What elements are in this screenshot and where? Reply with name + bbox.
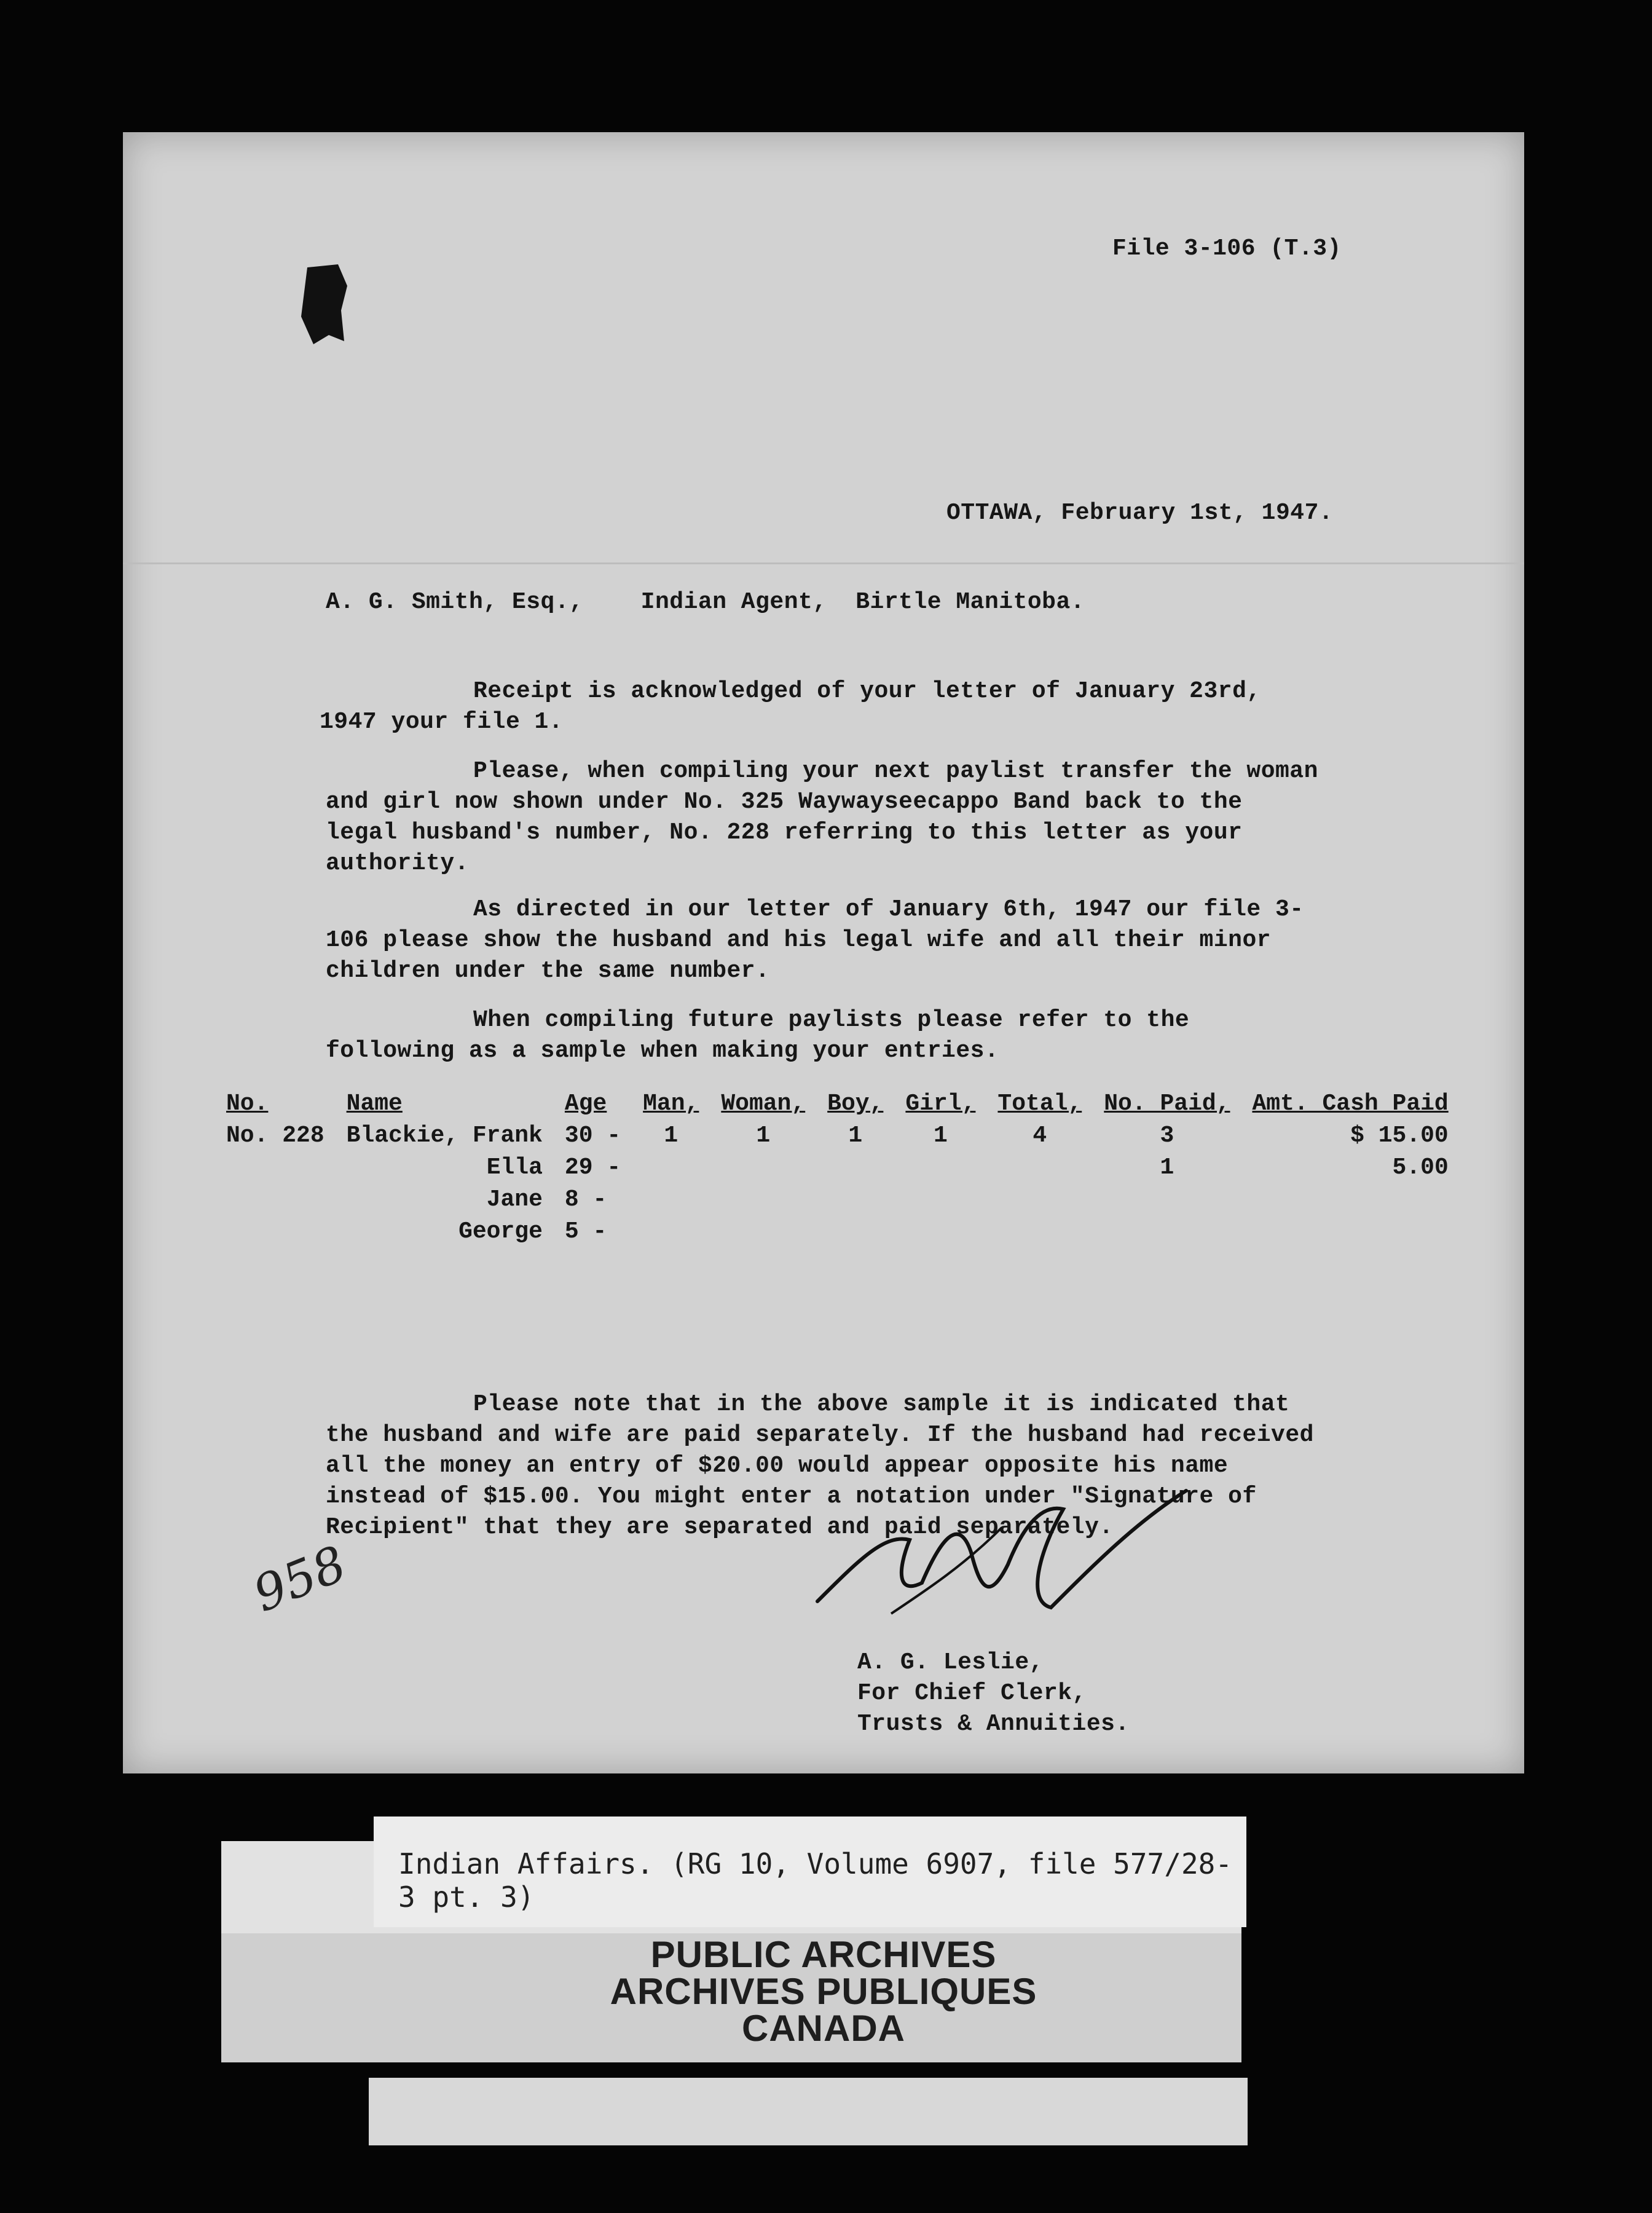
signoff-department: Trusts & Annuities. bbox=[857, 1711, 1130, 1737]
cell-age: 8 - bbox=[564, 1186, 607, 1213]
ink-blot bbox=[295, 261, 350, 347]
stamp-line-english: PUBLIC ARCHIVES bbox=[650, 1934, 997, 1975]
cell-woman bbox=[710, 1152, 816, 1184]
cell-total bbox=[986, 1216, 1093, 1248]
table-row bbox=[215, 1184, 1460, 1216]
handwritten-note bbox=[245, 1515, 369, 1638]
cell-girl bbox=[894, 1184, 986, 1216]
signoff-title: For Chief Clerk, bbox=[857, 1680, 1087, 1706]
header-boy: Boy, bbox=[827, 1091, 884, 1117]
archive-lower-strip bbox=[369, 2078, 1248, 2145]
cell-woman bbox=[710, 1184, 816, 1216]
file-reference: File 3-106 (T.3) bbox=[1112, 235, 1342, 262]
table-row bbox=[215, 1216, 1460, 1248]
cell-no-paid bbox=[1093, 1216, 1241, 1248]
paragraph-1-line-2: 1947 your file 1. bbox=[320, 709, 564, 735]
cell-man bbox=[632, 1184, 710, 1216]
header-woman: Woman, bbox=[721, 1091, 806, 1117]
cell-amount bbox=[1241, 1216, 1459, 1248]
cell-no bbox=[215, 1152, 336, 1184]
table-header-row bbox=[215, 1088, 1460, 1120]
cell-amount: 5.00 bbox=[1392, 1154, 1449, 1181]
paper-fold-line bbox=[123, 562, 1524, 564]
stamp-line-french: ARCHIVES PUBLIQUES bbox=[610, 1971, 1037, 2012]
header-girl: Girl, bbox=[905, 1091, 976, 1117]
cell-boy bbox=[816, 1184, 894, 1216]
addressee: A. G. Smith, Esq., Indian Agent, Birtle Manitoba. bbox=[326, 589, 1085, 615]
cell-name: Ella bbox=[486, 1154, 543, 1181]
cell-man bbox=[632, 1152, 710, 1184]
cell-name: Blackie, Frank bbox=[346, 1122, 543, 1149]
header-no: No. bbox=[226, 1091, 269, 1117]
sample-paylist-table bbox=[215, 1088, 1460, 1248]
cell-total bbox=[986, 1184, 1093, 1216]
header-total: Total, bbox=[997, 1091, 1082, 1117]
cell-boy: 1 bbox=[848, 1122, 863, 1149]
cell-boy bbox=[816, 1152, 894, 1184]
header-age: Age bbox=[564, 1091, 607, 1117]
cell-girl: 1 bbox=[934, 1122, 948, 1149]
cell-no-paid: 3 bbox=[1160, 1122, 1174, 1149]
letter-page bbox=[123, 132, 1524, 1773]
table-row bbox=[215, 1120, 1460, 1152]
table-row bbox=[215, 1152, 1460, 1184]
header-amount-paid: Amt. Cash Paid bbox=[1252, 1091, 1449, 1117]
header-name: Name bbox=[346, 1091, 403, 1117]
cell-amount: $ 15.00 bbox=[1350, 1122, 1449, 1149]
cell-man: 1 bbox=[664, 1122, 678, 1149]
paragraph-5: Please note that in the above sample it is indicated that the husband and wife are paid separately. If the husband had received all the money an entry of $20.00 would appear opposite his name instead of $15.00. You might enter a notation under "Signature of Recipient" that they are separated and paid separately. bbox=[326, 1391, 1314, 1540]
cell-woman bbox=[710, 1216, 816, 1248]
cell-girl bbox=[894, 1216, 986, 1248]
cell-girl bbox=[894, 1152, 986, 1184]
signoff-name: A. G. Leslie, bbox=[857, 1649, 1044, 1676]
cell-amount bbox=[1241, 1184, 1459, 1216]
cell-woman: 1 bbox=[756, 1122, 771, 1149]
cell-name: Jane bbox=[486, 1186, 543, 1213]
archive-reference-text: Indian Affairs. (RG 10, Volume 6907, file 577/28-3 pt. 3) bbox=[398, 1847, 1233, 1914]
place-date: OTTAWA, February 1st, 1947. bbox=[946, 500, 1334, 526]
paragraph-1-line-1: Receipt is acknowledged of your letter of January 23rd, bbox=[473, 678, 1261, 704]
cell-no bbox=[215, 1216, 336, 1248]
archive-reference-label bbox=[374, 1817, 1246, 1927]
cell-name: George bbox=[458, 1218, 543, 1245]
cell-age: 5 - bbox=[564, 1218, 607, 1245]
signature bbox=[805, 1466, 1198, 1651]
header-no-paid: No. Paid, bbox=[1104, 1091, 1230, 1117]
cell-no: No. 228 bbox=[226, 1122, 324, 1149]
cell-total bbox=[986, 1152, 1093, 1184]
cell-no-paid bbox=[1093, 1184, 1241, 1216]
stamp-line-country: CANADA bbox=[742, 2008, 905, 2049]
cell-no bbox=[215, 1184, 336, 1216]
paragraph-3: As directed in our letter of January 6th, 1947 our file 3-106 please show the husband and his legal wife and all their minor children under the same number. bbox=[326, 896, 1304, 984]
paragraph-2: Please, when compiling your next paylist transfer the woman and girl now shown under No. 325 Waywayseecappo Band back to the legal husband's number, No. 228 referring to this letter as your authority. bbox=[326, 758, 1318, 877]
cell-man bbox=[632, 1216, 710, 1248]
cell-age: 29 - bbox=[564, 1154, 621, 1181]
cell-boy bbox=[816, 1216, 894, 1248]
cell-total: 4 bbox=[1032, 1122, 1047, 1149]
paragraph-4: When compiling future paylists please refer to the following as a sample when making your entries. bbox=[326, 1007, 1190, 1064]
public-archives-stamp bbox=[578, 1936, 1069, 2084]
handwritten-number: 958 bbox=[245, 1534, 354, 1623]
cell-age: 30 - bbox=[564, 1122, 621, 1149]
header-man: Man, bbox=[643, 1091, 699, 1117]
cell-no-paid: 1 bbox=[1160, 1154, 1174, 1181]
